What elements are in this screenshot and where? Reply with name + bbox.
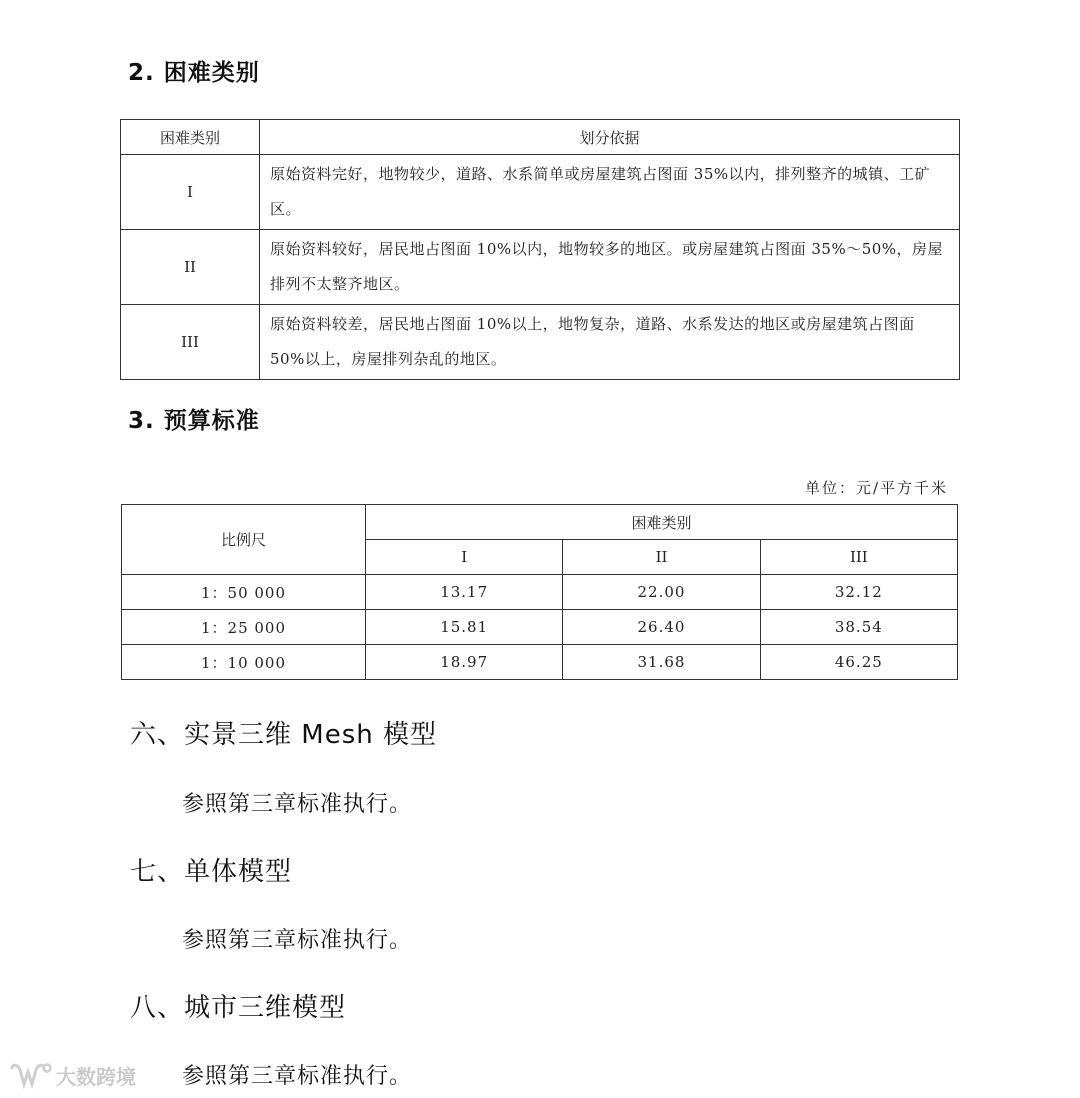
unit-note: 单位：元/平方千米 [804,479,948,497]
section-2-title: 2. 困难类别 [128,60,260,86]
section-7-title: 七、单体模型 [130,857,293,887]
category-cell: I [121,155,260,230]
category-cell: II [121,230,260,305]
scale-cell: 1：50 000 [122,575,366,610]
price-cell: 31.68 [563,645,760,680]
watermark [8,1060,136,1090]
section-3-title: 3. 预算标准 [128,408,260,434]
price-cell: 15.81 [366,610,563,645]
price-cell: 32.12 [760,575,957,610]
price-cell: 18.97 [366,645,563,680]
table-header-difficulty: 困难类别 [366,505,958,540]
basis-cell: 原始资料完好，地物较少，道路、水系简单或房屋建筑占图面 35%以内，排列整齐的城镇、工矿区。 [260,155,960,230]
table-header-row [122,505,958,540]
price-cell: 38.54 [760,610,957,645]
table-header-basis: 划分依据 [260,120,960,155]
scale-cell: 1：10 000 [122,645,366,680]
category-cell: III [121,305,260,380]
price-cell: 46.25 [760,645,957,680]
table-row [121,155,960,230]
section-7-body: 参照第三章标准执行。 [182,928,413,953]
price-cell: 13.17 [366,575,563,610]
table-row [122,575,958,610]
table-row [121,305,960,380]
table-header-row [121,120,960,155]
wechat-channel-icon [8,1060,52,1090]
price-cell: 26.40 [563,610,760,645]
table-row [121,230,960,305]
basis-cell: 原始资料较好，居民地占图面 10%以内，地物较多的地区。或房屋建筑占图面 35%～50%，房屋排列不太整齐地区。 [260,230,960,305]
table-header-level: II [563,540,760,575]
table-header-category: 困难类别 [121,120,260,155]
table-row [122,610,958,645]
price-cell: 22.00 [563,575,760,610]
budget-standard-table [121,504,958,680]
section-6-body: 参照第三章标准执行。 [182,792,413,817]
section-8-title: 八、城市三维模型 [130,993,347,1023]
basis-cell: 原始资料较差，居民地占图面 10%以上，地物复杂，道路、水系发达的地区或房屋建筑占图面 50%以上，房屋排列杂乱的地区。 [260,305,960,380]
table-row [122,645,958,680]
table-header-level: I [366,540,563,575]
section-6-title: 六、实景三维 Mesh 模型 [130,720,437,750]
table-header-level: III [760,540,957,575]
difficulty-category-table [120,119,960,380]
scale-cell: 1：25 000 [122,610,366,645]
table-header-scale: 比例尺 [122,505,366,575]
section-8-body: 参照第三章标准执行。 [182,1064,413,1089]
watermark-text: 大数跨境 [56,1064,136,1089]
